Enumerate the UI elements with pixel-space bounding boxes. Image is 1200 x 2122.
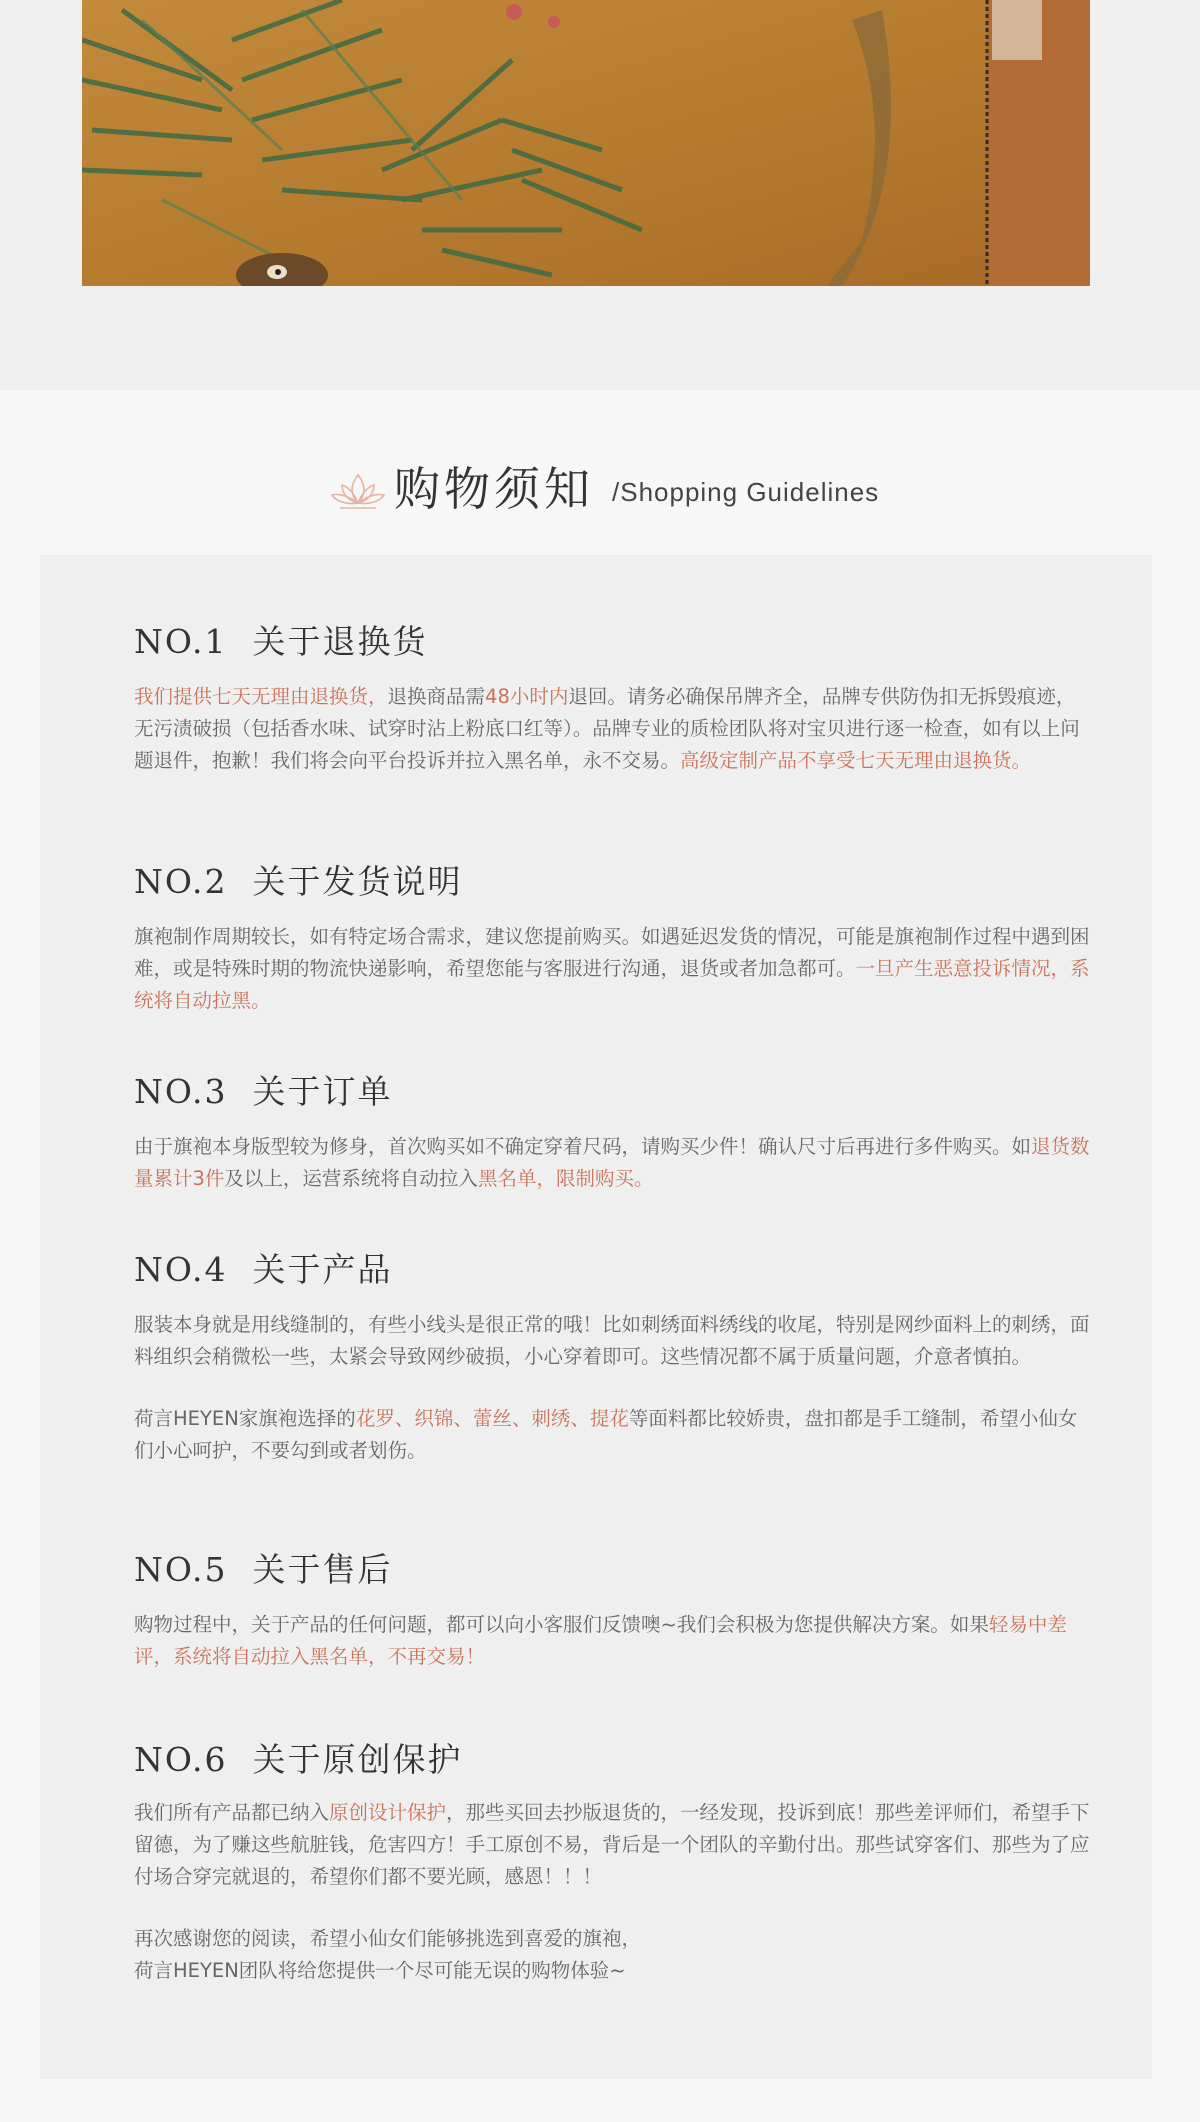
section-orders bbox=[134, 1065, 1094, 1195]
section-returns bbox=[134, 615, 1094, 777]
section-title: NO.1 关于退换货 bbox=[134, 622, 428, 661]
page-subtitle: /Shopping Guidelines bbox=[612, 477, 880, 507]
body-text: 退回。请务必确保吊牌齐全，品牌专供防伪扣无拆毁痕迹，无污渍破损（包括香水味、试穿时沾上粉底口红等）。品牌专业的质检团队将对宝贝进行逐一检查，如有以上问题退件，抱歉！我们将会向平台投诉并拉入黑名单，永不交易。 bbox=[134, 685, 1080, 772]
section-title: NO.3 关于订单 bbox=[134, 1072, 393, 1111]
embroidery-illustration bbox=[82, 0, 1090, 286]
body-text: 由于旗袍本身版型较为修身，首次购买如不确定穿着尺码，请购买少件！确认尺寸后再进行多件购买。如 bbox=[134, 1135, 1032, 1158]
fabric-photo bbox=[82, 0, 1090, 286]
section-paragraph bbox=[134, 921, 1094, 1017]
section-paragraph bbox=[134, 1797, 1094, 1893]
body-text: 退换商品需 bbox=[387, 685, 486, 708]
section-paragraph bbox=[134, 1403, 1094, 1467]
highlight-text: 花罗、织锦、蕾丝、刺绣、提花 bbox=[355, 1407, 629, 1430]
body-text: 我们所有产品都已纳入 bbox=[134, 1801, 330, 1824]
page-title: 购物须知 bbox=[394, 462, 594, 516]
highlight-text: 原创设计保护 bbox=[329, 1801, 447, 1824]
closing-line: 再次感谢您的阅读，希望小仙女们能够挑选到喜爱的旗袍， bbox=[134, 1927, 642, 1950]
highlight-text: 我们提供七天无理由退换货， bbox=[134, 685, 388, 708]
section-paragraph bbox=[134, 1609, 1094, 1673]
guidelines-panel bbox=[40, 555, 1152, 2079]
highlight-text: 轻易中差评，系统将自动拉入黑名单，不再交易！ bbox=[134, 1613, 1067, 1668]
section-after-sales bbox=[134, 1543, 1094, 1673]
highlight-text: 退货数量累计3件 bbox=[134, 1135, 1090, 1190]
highlight-text: 48小时内 bbox=[485, 685, 569, 708]
highlight-text: 一旦产生恶意投诉情况，系统将自动拉黑。 bbox=[134, 957, 1090, 1012]
section-title: NO.2 关于发货说明 bbox=[134, 862, 463, 901]
section-paragraph bbox=[134, 1131, 1094, 1195]
body-text: 及以上，运营系统将自动拉入 bbox=[224, 1167, 478, 1190]
section-title: NO.4 关于产品 bbox=[134, 1250, 393, 1289]
section-header bbox=[0, 455, 1200, 535]
closing-line: 荷言HEYEN团队将给您提供一个尽可能无误的购物体验~ bbox=[134, 1959, 626, 1982]
body-text: 等面料都比较娇贵，盘扣都是手工缝制，希望小仙女们小心呵护，不要勾到或者划伤。 bbox=[134, 1407, 1078, 1462]
section-title: NO.5 关于售后 bbox=[134, 1550, 393, 1589]
highlight-text: 高级定制产品不享受七天无理由退换货。 bbox=[680, 749, 1032, 772]
body-text: 购物过程中，关于产品的任何问题，都可以向小客服们反馈噢~我们会积极为您提供解决方案。如果 bbox=[134, 1613, 989, 1636]
top-band bbox=[0, 0, 1200, 390]
highlight-text: 黑名单，限制购买。 bbox=[477, 1167, 654, 1190]
section-original-protection bbox=[134, 1733, 1094, 1987]
body-text: 服装本身就是用线缝制的，有些小线头是很正常的哦！比如刺绣面料绣线的收尾，特别是网纱面料上的刺绣，面料组织会稍微松一些，太紧会导致网纱破损，小心穿着即可。这些情况都不属于质量问题，介意者慎拍。 bbox=[134, 1313, 1090, 1368]
lotus-icon bbox=[330, 471, 386, 511]
section-products bbox=[134, 1243, 1094, 1467]
section-shipping bbox=[134, 855, 1094, 1017]
section-paragraph bbox=[134, 1309, 1094, 1373]
body-text: ，那些买回去抄版退货的，一经发现，投诉到底！那些差评师们，希望手下留德，为了赚这些航脏钱，危害四方！手工原创不易，背后是一个团队的辛勤付出。那些试穿客们、那些为了应付场合穿完就退的，希望你们都不要光顾，感恩！！！ bbox=[134, 1801, 1090, 1888]
body-text: 旗袍制作周期较长，如有特定场合需求，建议您提前购买。如遇延迟发货的情况，可能是旗袍制作过程中遇到困难，或是特殊时期的物流快递影响，希望您能与客服进行沟通，退货或者加急都可。 bbox=[134, 925, 1090, 980]
section-paragraph bbox=[134, 681, 1094, 777]
section-title: NO.6 关于原创保护 bbox=[134, 1740, 463, 1779]
body-text: 荷言HEYEN家旗袍选择的 bbox=[134, 1407, 356, 1430]
